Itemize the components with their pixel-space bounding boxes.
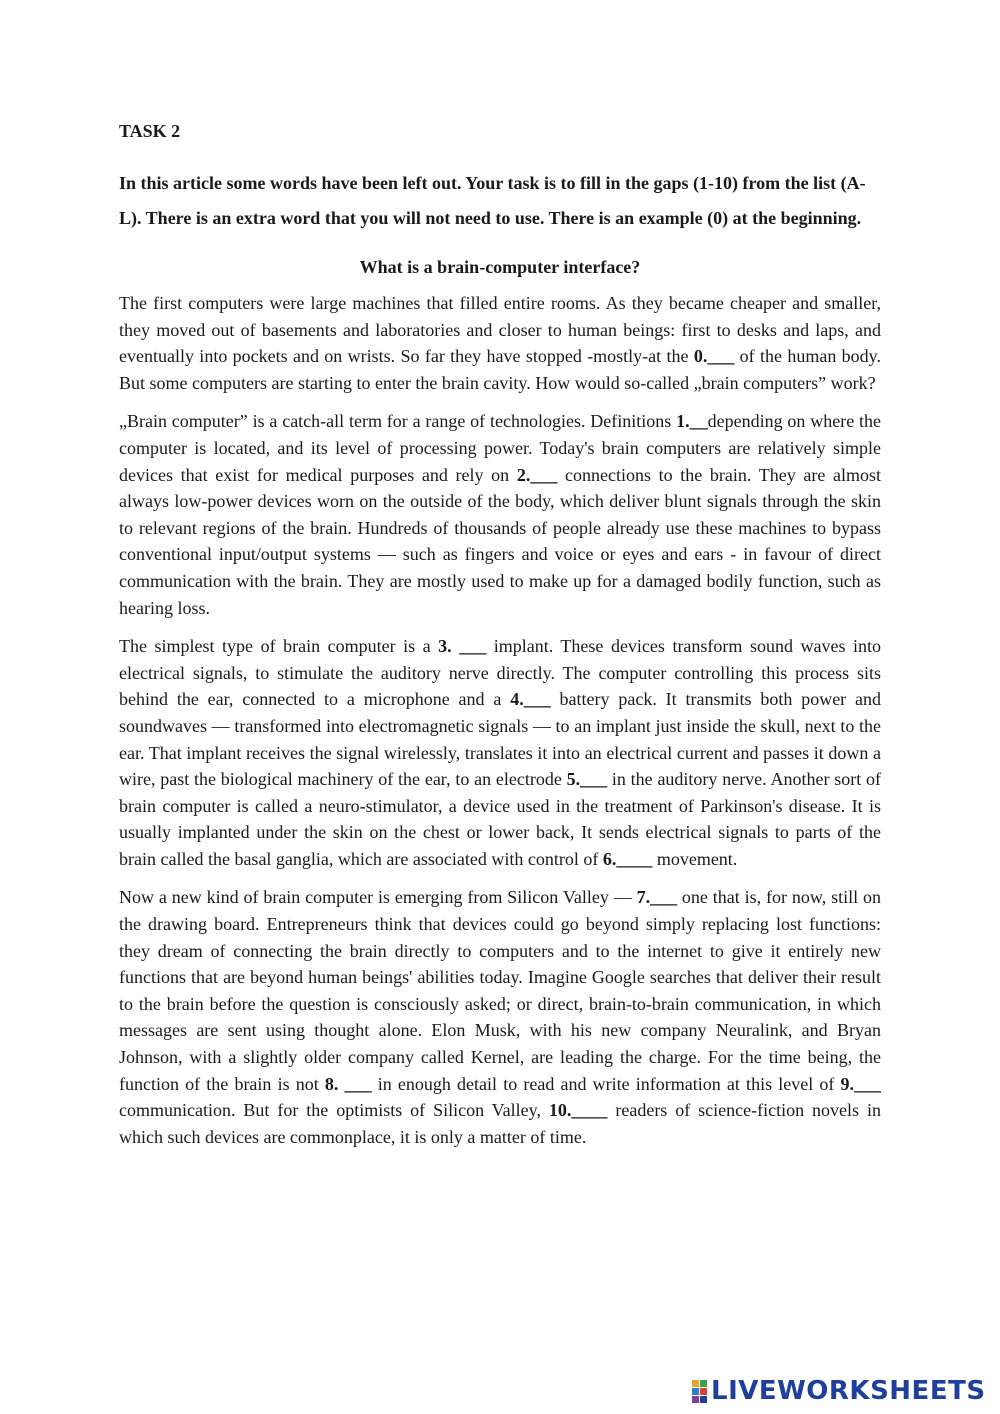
gap-blank[interactable]: 4.___	[510, 689, 551, 710]
article-paragraph	[119, 408, 881, 621]
paragraph-text: „Brain computer” is a catch-all term for a range of technologies. Definitions	[119, 411, 677, 432]
paragraph-text: readers of science-fiction novels in which such devices are commonplace, it is only a matter of time.	[119, 1100, 881, 1147]
worksheet-page	[119, 118, 881, 1162]
gap-blank[interactable]: 9.___	[840, 1073, 882, 1094]
logo-square	[700, 1380, 707, 1387]
logo-text: LIVEWORKSHEETS	[711, 1376, 986, 1406]
article-title: What is a brain-computer interface?	[359, 257, 641, 277]
task-instructions: In this article some words have been left out. Your task is to fill in the gaps (1-10) from the list (A-L). There is an extra word that you will not need to use. There is an example (0) at the beginning.	[119, 173, 866, 228]
gap-blank[interactable]: 6.____	[602, 848, 653, 869]
logo-square	[692, 1388, 699, 1395]
paragraph-text: depending on where the computer is located, and its level of processing power. Today's brain computers are relatively simple devices that exist for medical purposes and rely on	[119, 411, 881, 485]
paragraph-text: connections to the brain. They are almost always low-power devices worn on the outside of the body, which deliver blunt signals through the skin to relevant regions of the brain. Hundreds of thousands of people already use these machines to bypass conventional input/output systems — such as fingers and voice or eyes and ears - in favour of direct communication with the brain. They are mostly used to make up for a damaged bodily function, such as hearing loss.	[119, 464, 881, 618]
article-paragraph	[119, 884, 881, 1150]
paragraph-text: in the auditory nerve. Another sort of brain computer is called a neuro-stimulator, a device used in the treatment of Parkinson's disease. It is usually implanted under the skin on the chest or lower back, It sends electrical signals to parts of the brain called the basal ganglia, which are associated with control of	[119, 769, 881, 869]
paragraph-text: implant. These devices transform sound waves into electrical signals, to stimulate the auditory nerve directly. The computer controlling this process sits behind the ear, connected to a microphone and a	[119, 636, 881, 710]
liveworksheets-logo-icon	[692, 1380, 707, 1403]
paragraph-text: in enough detail to read and write information at this level of	[371, 1073, 841, 1094]
logo-square	[692, 1396, 699, 1403]
gap-blank[interactable]: 7.___	[636, 887, 678, 908]
task-heading: TASK 2	[119, 121, 181, 141]
gap-blank[interactable]: 1.__	[676, 411, 708, 432]
article-paragraph	[119, 290, 881, 396]
gap-blank[interactable]: 3. ___	[438, 636, 487, 657]
article-paragraph	[119, 633, 881, 872]
paragraph-text: battery pack. It transmits both power and soundwaves — transformed into electromagnetic signals — to an implant just inside the skull, next to the ear. That implant receives the signal wirelessly, translates it into an electrical current and passes it down a wire, past the biological machinery of the ear, to an electrode	[119, 689, 881, 790]
gap-blank[interactable]: 2.___	[516, 464, 558, 485]
paragraph-text: communication. But for the optimists of Silicon Valley,	[119, 1100, 549, 1121]
paragraph-text: The first computers were large machines that filled entire rooms. As they became cheaper and smaller, they moved out of basements and laboratories and closer to human beings: first to desks and laps, and eventually into pockets and on wrists. So far they have stopped -mostly-at the	[119, 293, 881, 367]
article-body	[119, 290, 881, 1150]
liveworksheets-logo[interactable]	[692, 1375, 986, 1407]
gap-blank[interactable]: 0.___	[693, 346, 735, 367]
gap-blank[interactable]: 8. ___	[324, 1073, 372, 1094]
gap-blank[interactable]: 10.____	[548, 1100, 608, 1121]
logo-square	[692, 1380, 699, 1387]
paragraph-text: one that is, for now, still on the drawing board. Entrepreneurs think that devices could go beyond simply replacing lost functions: they dream of connecting the brain directly to computers and to the internet to give it entirely new functions that are beyond human beings' abilities today. Imagine Google searches that deliver their result to the brain before the question is consciously asked; or direct, brain-to-brain communication, in which messages are sent using thought alone. Elon Musk, with his new company Neuralink, and Bryan Johnson, with a slightly older company called Kernel, are leading the charge. For the time being, the function of the brain is not	[119, 887, 881, 1094]
logo-square	[700, 1388, 707, 1395]
paragraph-text: Now a new kind of brain computer is emerging from Silicon Valley —	[119, 887, 637, 908]
logo-square	[700, 1396, 707, 1403]
paragraph-text: movement.	[652, 848, 738, 869]
paragraph-text: The simplest type of brain computer is a	[119, 636, 439, 657]
paragraph-text: of the human body. But some computers are starting to enter the brain cavity. How would so-called „brain computers” work?	[119, 346, 881, 393]
gap-blank[interactable]: 5.___	[566, 769, 608, 790]
